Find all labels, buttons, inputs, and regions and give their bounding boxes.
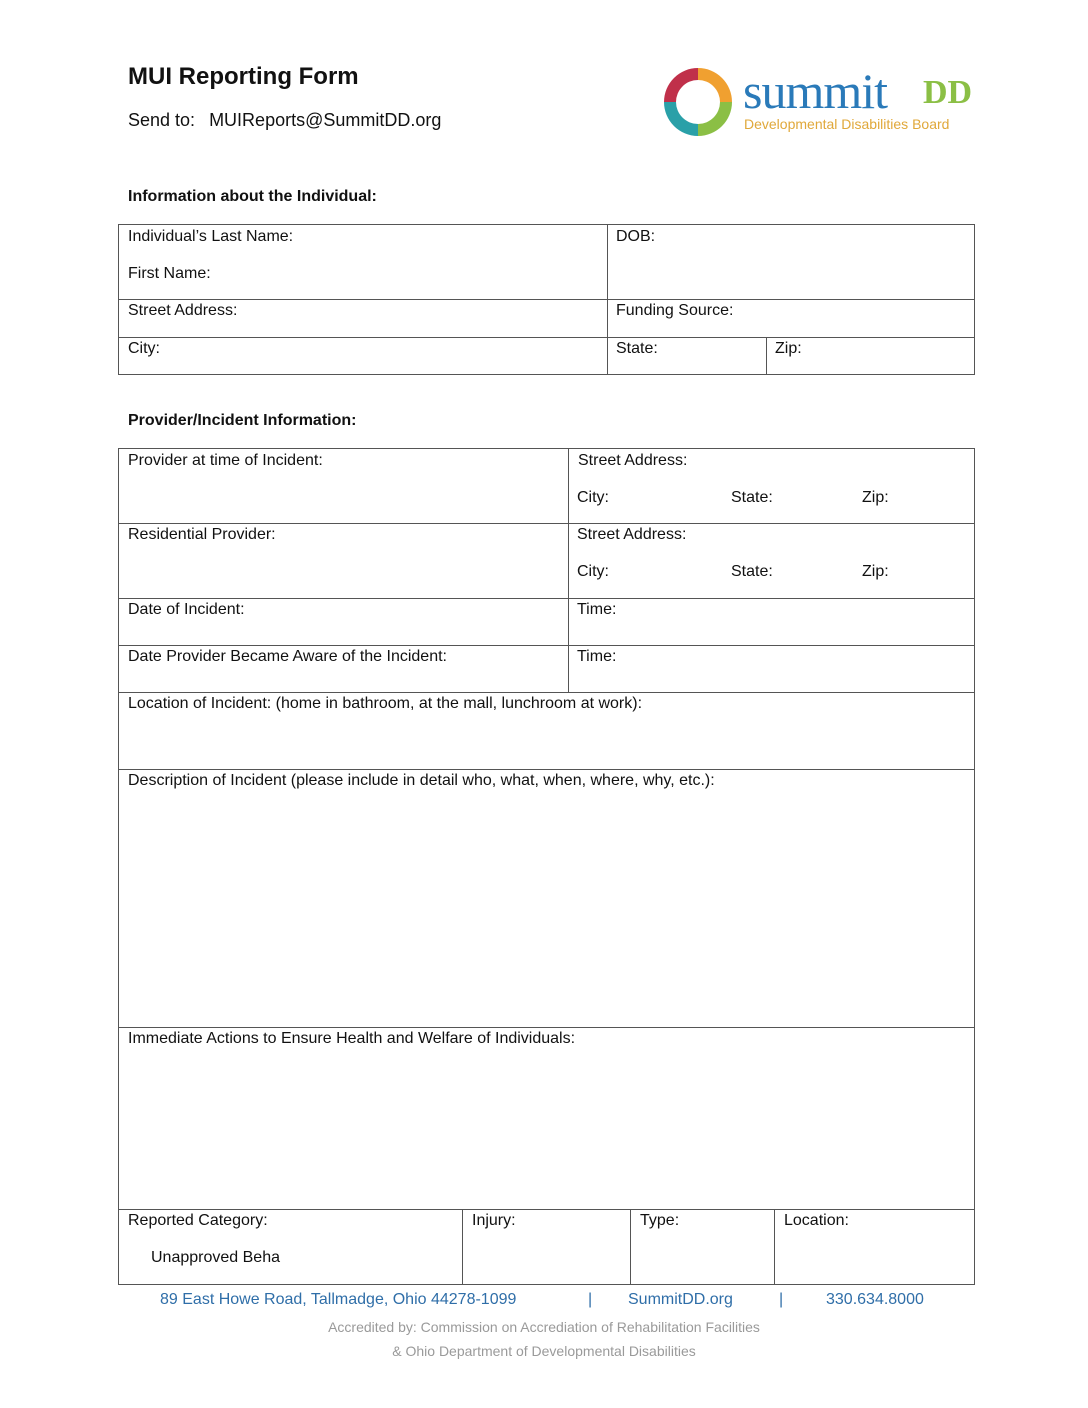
date-of-incident-field[interactable]: Date of Incident: bbox=[128, 601, 245, 618]
reported-category-label: Reported Category: bbox=[128, 1212, 268, 1229]
aware-time-field[interactable]: Time: bbox=[577, 648, 617, 665]
logo-wordmark: summit bbox=[743, 63, 888, 119]
divider bbox=[119, 299, 975, 300]
residential-provider-field[interactable]: Residential Provider: bbox=[128, 526, 276, 543]
divider bbox=[119, 769, 975, 770]
immediate-actions-field[interactable]: Immediate Actions to Ensure Health and Welfare of Individuals: bbox=[128, 1030, 576, 1047]
send-to-email[interactable]: MUIReports@SummitDD.org bbox=[209, 110, 442, 130]
date-aware-field[interactable]: Date Provider Became Aware of the Incident: bbox=[128, 648, 447, 665]
provider-state-field[interactable]: State: bbox=[731, 489, 773, 506]
first-name-field[interactable]: First Name: bbox=[128, 265, 211, 282]
provider-zip-field[interactable]: Zip: bbox=[862, 489, 889, 506]
individual-table bbox=[118, 224, 975, 375]
footer-address: 89 East Howe Road, Tallmadge, Ohio 44278-1099 bbox=[160, 1291, 517, 1308]
footer-website[interactable]: SummitDD.org bbox=[628, 1291, 733, 1308]
street-address-field[interactable]: Street Address: bbox=[128, 302, 238, 319]
send-to-line bbox=[128, 110, 441, 131]
last-name-field[interactable]: Individual’s Last Name: bbox=[128, 228, 294, 245]
location-field[interactable]: Location: bbox=[784, 1212, 849, 1229]
funding-source-field[interactable]: Funding Source: bbox=[616, 302, 734, 319]
section-individual-title: Information about the Individual: bbox=[128, 188, 377, 205]
summit-dd-logo bbox=[658, 60, 988, 145]
provider-at-time-field[interactable]: Provider at time of Incident: bbox=[128, 452, 323, 469]
divider bbox=[119, 598, 975, 599]
form-title: MUI Reporting Form bbox=[128, 63, 359, 90]
type-field[interactable]: Type: bbox=[640, 1212, 680, 1229]
logo-dd: DD bbox=[923, 74, 973, 111]
city-field[interactable]: City: bbox=[128, 340, 160, 357]
swirl-logo-icon bbox=[658, 62, 738, 142]
provider-street-field[interactable]: Street Address: bbox=[578, 452, 688, 469]
provider-city-field[interactable]: City: bbox=[577, 489, 609, 506]
divider bbox=[462, 1209, 463, 1285]
dob-field[interactable]: DOB: bbox=[616, 228, 656, 245]
description-field[interactable]: Description of Incident (please include in detail who, what, when, where, why, etc.): bbox=[128, 772, 715, 789]
divider bbox=[119, 1209, 975, 1210]
footer-accredited: Accredited by: Commission on Accrediation of Rehabilitation Facilities bbox=[328, 1319, 760, 1335]
divider bbox=[774, 1209, 775, 1285]
footer-separator: | bbox=[779, 1291, 784, 1308]
state-field[interactable]: State: bbox=[616, 340, 658, 357]
send-to-label: Send to: bbox=[128, 110, 196, 130]
residential-street-field[interactable]: Street Address: bbox=[577, 526, 687, 543]
residential-state-field[interactable]: State: bbox=[731, 563, 773, 580]
divider bbox=[119, 337, 975, 338]
divider bbox=[607, 225, 608, 375]
residential-zip-field[interactable]: Zip: bbox=[862, 563, 889, 580]
section-provider-title: Provider/Incident Information: bbox=[128, 412, 357, 429]
divider bbox=[119, 523, 975, 524]
divider bbox=[119, 692, 975, 693]
divider bbox=[766, 337, 767, 375]
footer-phone: 330.634.8000 bbox=[826, 1291, 924, 1308]
footer-ohio: & Ohio Department of Developmental Disabilities bbox=[392, 1343, 696, 1359]
reported-category-select[interactable]: Unapproved Beha bbox=[151, 1249, 280, 1266]
logo-subtitle: Developmental Disabilities Board bbox=[744, 116, 950, 132]
residential-city-field[interactable]: City: bbox=[577, 563, 609, 580]
divider bbox=[568, 449, 569, 693]
divider bbox=[630, 1209, 631, 1285]
injury-field[interactable]: Injury: bbox=[472, 1212, 516, 1229]
footer-separator: | bbox=[588, 1291, 593, 1308]
divider bbox=[119, 1027, 975, 1028]
zip-field[interactable]: Zip: bbox=[775, 340, 802, 357]
provider-table bbox=[118, 448, 975, 1285]
divider bbox=[119, 645, 975, 646]
location-of-incident-field[interactable]: Location of Incident: (home in bathroom, at the mall, lunchroom at work): bbox=[128, 695, 643, 712]
incident-time-field[interactable]: Time: bbox=[577, 601, 617, 618]
